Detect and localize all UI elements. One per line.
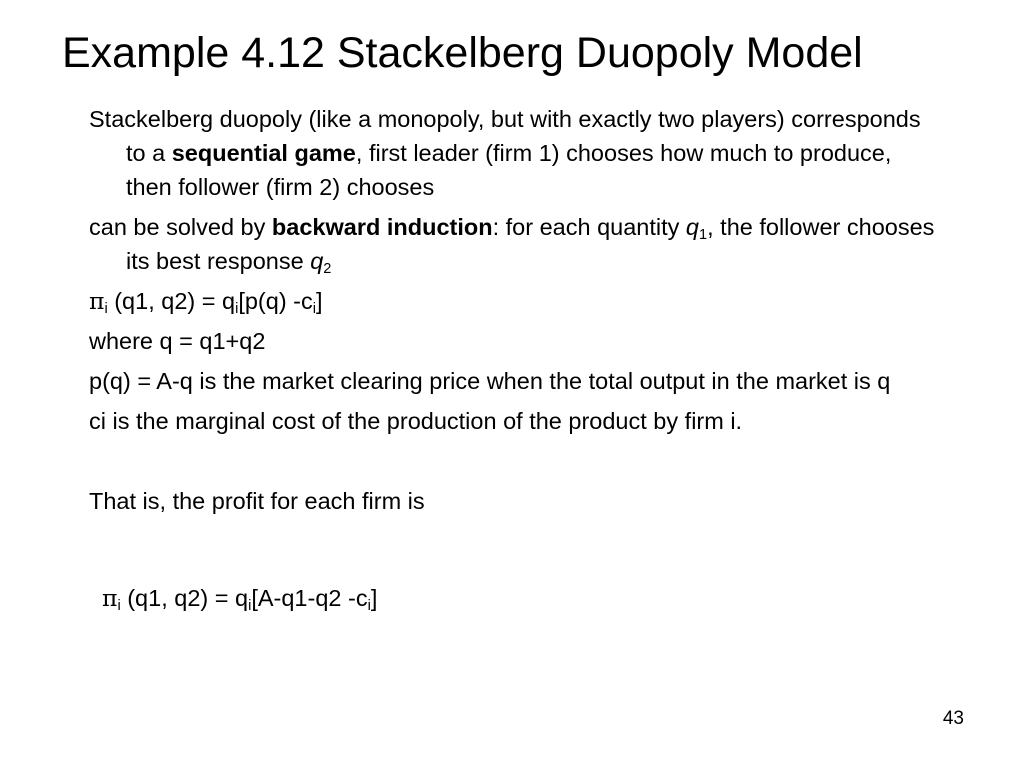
paragraph-stackelberg-definition: [89, 102, 939, 204]
subscript: 1: [699, 227, 708, 243]
final-profit-formula: [102, 581, 377, 615]
bold-term-sequential-game: sequential game: [171, 140, 356, 166]
paragraph-profit-intro: That is, the profit for each firm is: [89, 488, 425, 514]
paragraph-profit-formula: [89, 284, 939, 318]
text-segment: ]: [370, 585, 378, 611]
text-segment: can be solved by: [89, 214, 272, 240]
page-number: 43: [942, 708, 964, 729]
text-segment: , the follower chooses its best response: [126, 214, 935, 274]
paragraph-backward-induction: [89, 210, 939, 278]
text-segment: ]: [316, 288, 323, 314]
subscript: 2: [323, 261, 332, 277]
text-segment: [A-q1-q2 -c: [251, 585, 368, 611]
spacer: [89, 444, 939, 484]
bold-term-backward-induction: backward induction: [271, 214, 493, 240]
paragraph-total-quantity: where q = q1+q2: [89, 328, 266, 354]
text-segment: : for each quantity: [492, 214, 686, 240]
subscript: i: [312, 301, 317, 317]
subscript: i: [367, 598, 371, 614]
subscript: i: [104, 301, 108, 317]
slide-title: Example 4.12 Stackelberg Duopoly Model: [62, 29, 863, 77]
subscript: i: [117, 598, 121, 614]
variable-q: q: [310, 248, 324, 274]
paragraph-market-price: p(q) = A-q is the market clearing price when the total output in the market is q: [89, 368, 891, 394]
subscript: i: [235, 301, 239, 317]
text-segment: , first leader (firm 1) chooses how much to produce, then follower (firm 2) chooses: [126, 140, 892, 200]
text-segment: (q1, q2) = q: [107, 288, 236, 314]
text-segment: (q1, q2) = q: [120, 585, 249, 611]
paragraph-marginal-cost: ci is the marginal cost of the production of the product by firm i.: [89, 408, 743, 434]
pi-symbol: π: [89, 287, 105, 315]
slide-body: [89, 102, 939, 524]
subscript: i: [248, 598, 252, 614]
variable-q: q: [685, 214, 699, 240]
text-segment: Stackelberg duopoly (like a monopoly, but with exactly two players) corresponds to a: [89, 106, 921, 166]
text-segment: [p(q) -c: [238, 288, 313, 314]
pi-symbol: π: [102, 584, 118, 612]
